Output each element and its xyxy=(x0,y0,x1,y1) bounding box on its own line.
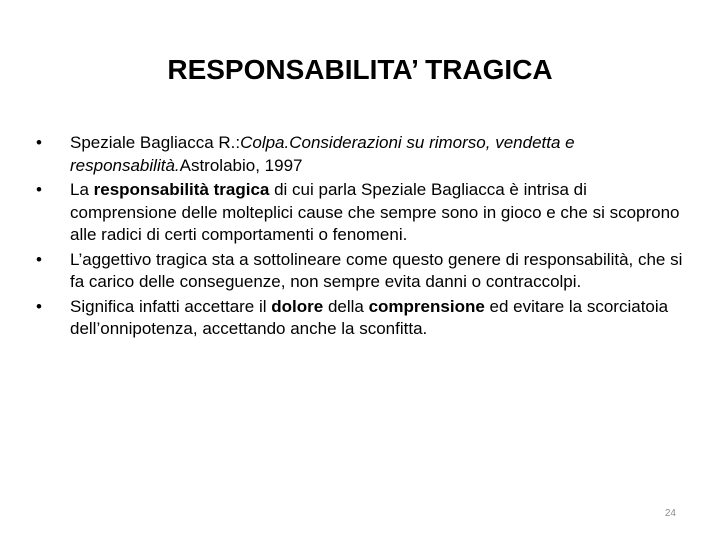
bullet-text-run: di cui parla Speziale Bagliacca è intrisa di comprensione delle molteplici cause che sempre sono in gioco e che si scoprono alle radici di certi comportamenti o fenomeni. xyxy=(70,180,680,244)
bullet-marker: • xyxy=(36,296,42,316)
bullet-text-run: Significa infatti accettare il xyxy=(70,296,272,316)
page-number: 24 xyxy=(664,508,676,519)
slide-title: RESPONSABILITA’ TRAGICA xyxy=(167,54,553,85)
bold-term: dolore xyxy=(271,296,324,316)
book-title-italic: Colpa.Considerazioni su rimorso, vendetta e responsabilità. xyxy=(70,133,575,175)
bullet-text-run: La xyxy=(70,180,94,199)
bullet-text-run: L’aggettivo tragica sta a sottolineare come questo genere di responsabilità, che si fa carico delle conseguenze, non sempre evita danni o contraccolpi. xyxy=(70,249,683,291)
bullet-text-run: ed evitare la scorciatoia dell’onnipotenza, accettando anche la sconfitta. xyxy=(70,296,669,338)
bold-term: comprensione xyxy=(368,296,485,316)
bullet-text-run: Speziale Bagliacca R.: xyxy=(70,133,241,152)
bullet-item xyxy=(30,249,690,294)
bullet-marker: • xyxy=(36,249,42,269)
bullet-list xyxy=(30,132,690,343)
bold-term: responsabilità tragica xyxy=(93,180,270,199)
bullet-text-run: Astrolabio, 1997 xyxy=(179,155,303,175)
bullet-marker: • xyxy=(36,180,42,199)
bullet-item xyxy=(30,296,690,341)
bullet-marker: • xyxy=(36,133,42,152)
bullet-text-run: della xyxy=(323,296,369,316)
bullet-item xyxy=(30,132,690,177)
bullet-item xyxy=(30,179,690,247)
